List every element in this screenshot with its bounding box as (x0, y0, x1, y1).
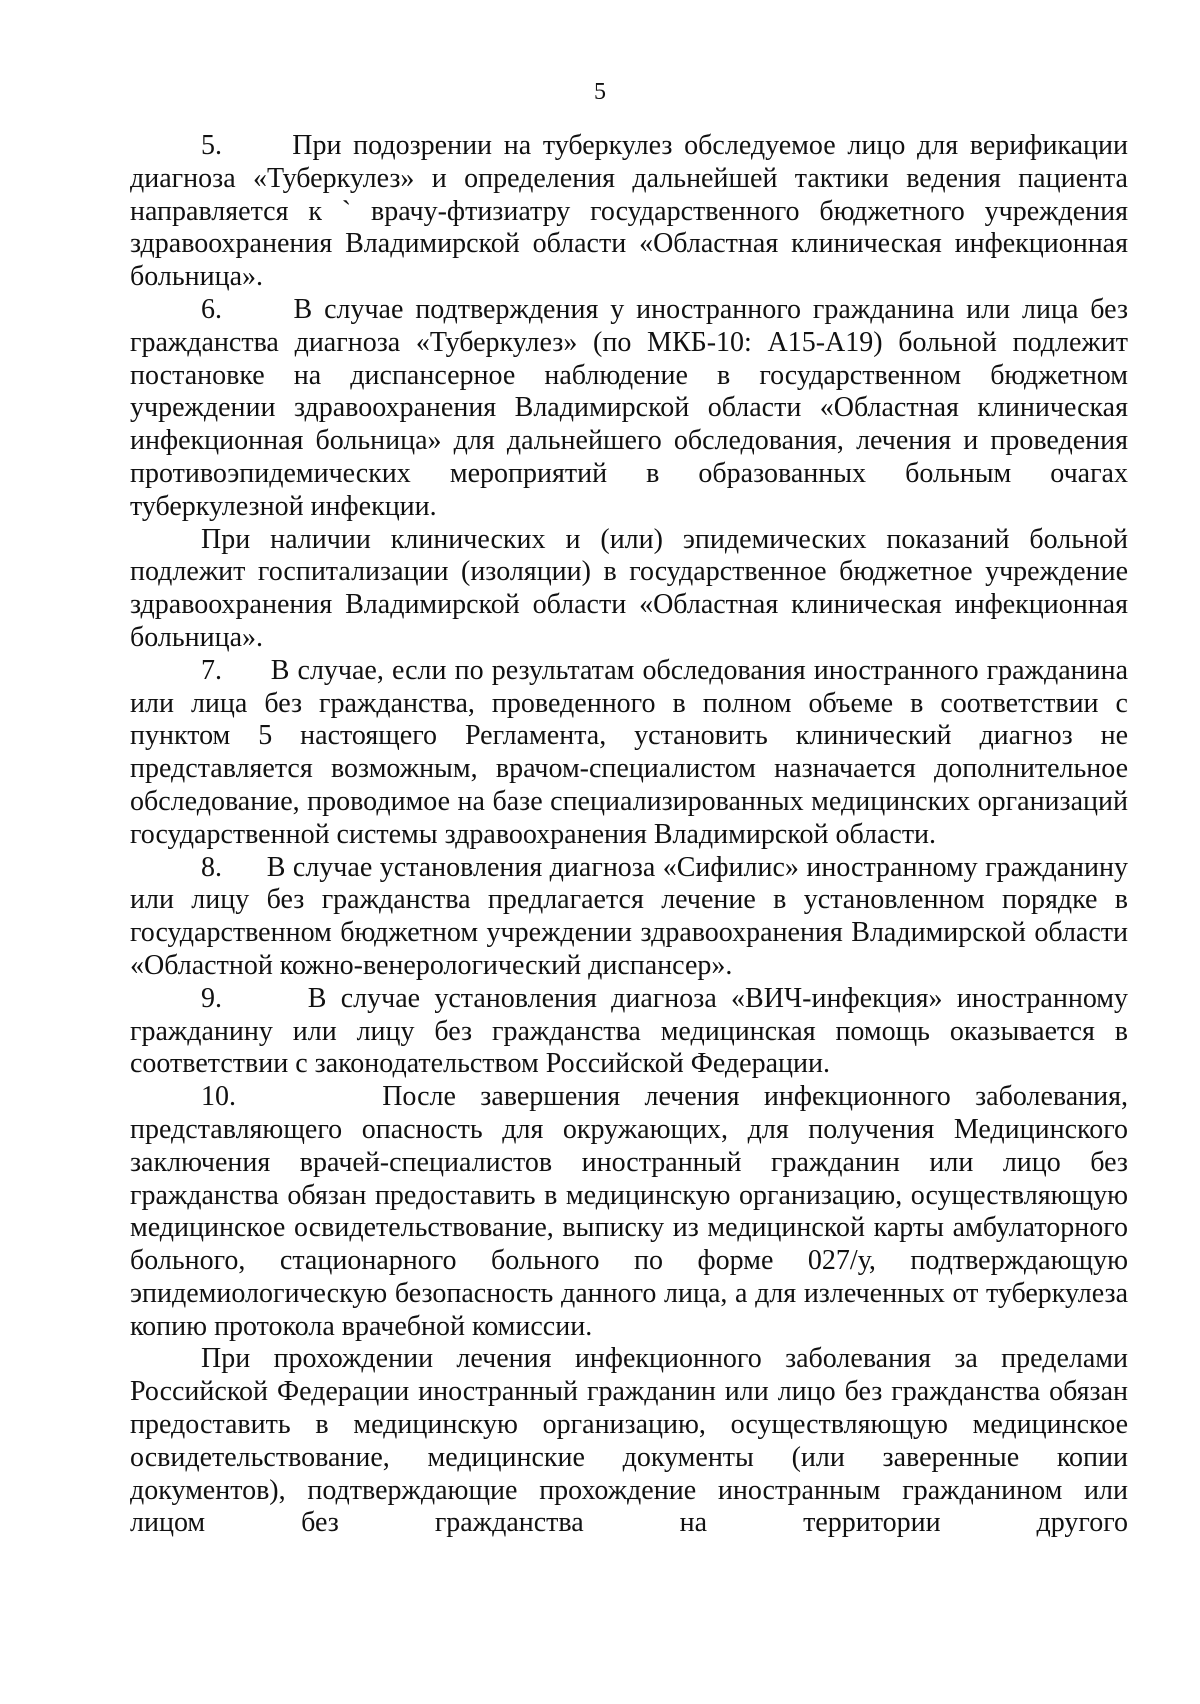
paragraph-number: 8. (201, 851, 222, 883)
page-number: 5 (594, 79, 606, 105)
paragraph-number: 6. (201, 293, 222, 325)
paragraph-6 (130, 294, 1128, 524)
paragraph-number: 9. (201, 982, 222, 1014)
paragraph-text: В случае установления диагноза «Сифилис» иностранному гражданину или лицу без гражданства предлагается лечение в установленном порядке в государственном бюджетном учреждении здравоохранения Владимирской области «Областной кожно-венерологический диспансер». (130, 851, 1128, 981)
paragraph-6-continuation (130, 524, 1128, 655)
paragraph-text: В случае подтверждения у иностранного гражданина или лица без гражданства диагноза «Туберкулез» (по МКБ-10: А15-А19) больной подлежит постановке на диспансерное наблюдение в государственном бюджетном учреждении здравоохранения Владимирской области «Областная клиническая инфекционная больница» для дальнейшего обследования, лечения и проведения противоэпидемических мероприятий в образованных больным очагах туберкулезной инфекции. (130, 293, 1128, 522)
paragraph-10-continuation (130, 1343, 1128, 1540)
paragraph-number: 7. (201, 654, 222, 686)
paragraph-text: При прохождении лечения инфекционного заболевания за пределами Российской Федерации иностранный гражданин или лицо без гражданства обязан предоставить в медицинскую организацию, осуществляющую медицинское освидетельствование, медицинские документы (или заверенные копии документов), подтверждающие прохождение иностранным гражданином или лицом без гражданства на территории другого (130, 1343, 1128, 1539)
paragraph-text: При подозрении на туберкулез обследуемое лицо для верификации диагноза «Туберкулез» и определения дальнейшей тактики ведения пациента направляется к ` врачу-фтизиатру государственного бюджетного учреждения здравоохранения Владимирской области «Областная клиническая инфекционная больница». (130, 130, 1128, 293)
paragraph-text: В случае, если по результатам обследования иностранного гражданина или лица без гражданства, проведенного в полном объеме в соответствии с пунктом 5 настоящего Регламента, установить клинический диагноз не представляется возможным, врачом-специалистом назначается дополнительное обследование, проводимое на базе специализированных медицинских организаций государственной системы здравоохранения Владимирской области. (130, 654, 1128, 850)
paragraph-text: После завершения лечения инфекционного заболевания, представляющего опасность для окружающих, для получения Медицинского заключения врачей-специалистов иностранный гражданин или лицо без гражданства обязан предоставить в медицинскую организацию, осуществляющую медицинское освидетельствование, выписку из медицинской карты амбулаторного больного, стационарного больного по форме 027/у, подтверждающую эпидемиологическую безопасность данного лица, а для излеченных от туберкулеза копию протокола врачебной комиссии. (130, 1081, 1129, 1342)
paragraph-10 (130, 1081, 1128, 1343)
document-body (130, 130, 1128, 1540)
paragraph-5 (130, 130, 1128, 294)
paragraph-9 (130, 983, 1128, 1081)
paragraph-number: 10. (201, 1081, 236, 1113)
paragraph-text: В случае установления диагноза «ВИЧ-инфекция» иностранному гражданину или лицу без гражданства медицинская помощь оказывается в соответствии с законодательством Российской Федерации. (130, 982, 1129, 1080)
paragraph-7 (130, 655, 1128, 852)
paragraph-8 (130, 852, 1128, 983)
paragraph-text: При наличии клинических и (или) эпидемических показаний больной подлежит госпитализации (изоляции) в государственное бюджетное учреждение здравоохранения Владимирской области «Областная клиническая инфекционная больница». (130, 523, 1128, 653)
paragraph-number: 5. (201, 130, 222, 161)
